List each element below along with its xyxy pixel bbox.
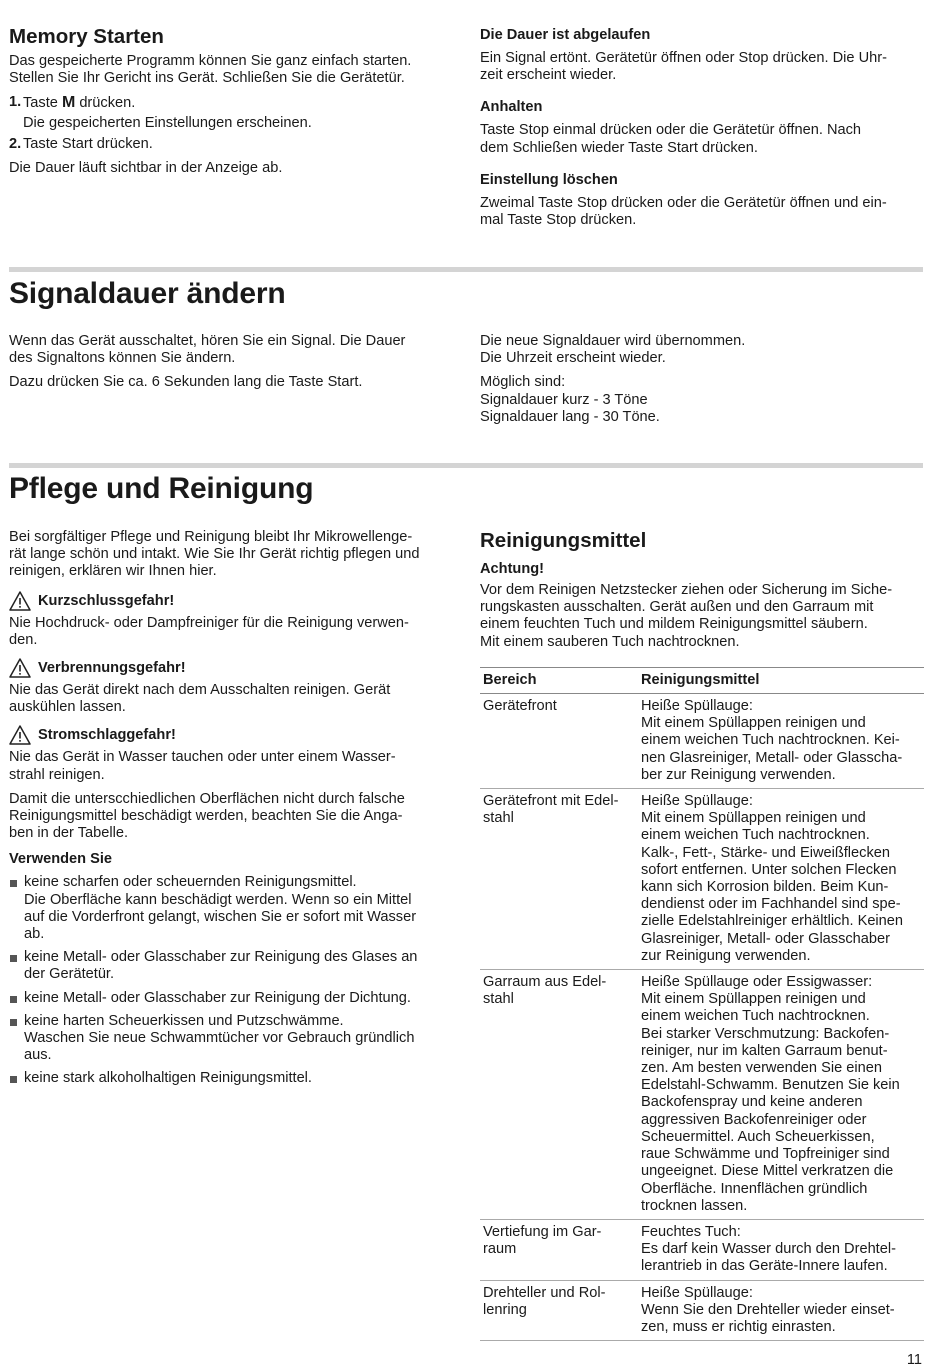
column-header-agent: Reinigungsmittel [638,667,924,693]
warning-text: Nie das Gerät direkt nach dem Ausschalten reinigen. Gerät auskühlen lassen. [9,682,391,716]
agent-cell: Heiße Spüllauge oder Essigwasser: Mit einem Spüllappen reinigen und einem weichen Tuch nachtrocknen. Bei starker Verschmutzung: Backofen- reiniger, nur im kalten Garraum benut- zen. Am besten verwenden Sie einen Edelstahl-Schwamm. Benutzen Sie kein Backofenspray und keine anderen aggressiven Backofenreiniger oder Scheuermittel. Auch Scheuerkissen, raue Schwämme und Topfreiniger sind ungeeignet. Diese Mittel verkratzen die Oberfläche. Innenflächen gründlich trocknen lassen. [638,970,924,1220]
list-item: keine scharfen oder scheuernden Reinigungsmittel. Die Oberfläche kann beschädigt werden. Wenn so ein Mittel auf die Vorderfront gelangt, wischen Sie er sofort mit Wasser ab. [9,874,454,943]
step-number: 2. [9,135,22,152]
duration-ended-heading: Die Dauer ist abgelaufen [480,27,651,43]
use-list [9,874,454,1087]
memory-step-1 [9,94,454,112]
warning-triangle-icon [9,591,31,611]
list-item: keine stark alkoholhaltigen Reinigungsmittel. [9,1070,454,1087]
area-cell: Gerätefront mit Edel- stahl [480,789,638,970]
warning-short-circuit [9,591,454,611]
table-row [480,694,924,789]
list-item: keine Metall- oder Glasschaber zur Reinigung der Dichtung. [9,990,454,1007]
care-left-column [9,529,454,1094]
signal-left-column [9,333,454,392]
memory-title: Memory Starten [9,25,164,48]
warning-electric-shock [9,725,454,745]
warning-text: Nie das Gerät in Wasser tauchen oder unter einem Wasser- strahl reinigen. [9,749,396,783]
warning-text: Nie Hochdruck- oder Dampfreiniger für die Reinigung verwen- den. [9,614,409,648]
signal-right-column [480,333,925,426]
memory-step-1-result: Die gespeicherten Einstellungen erscheinen. [23,114,312,131]
signal-title: Signaldauer ändern [9,277,286,310]
pause-heading: Anhalten [480,99,543,116]
table-row [480,1280,924,1341]
warning-triangle-icon [9,658,31,678]
signal-text-4: Möglich sind: Signaldauer kurz - 3 Töne Signaldauer lang - 30 Töne. [480,374,660,425]
table-row [480,970,924,1220]
memory-intro: Das gespeicherte Programm können Sie ganz einfach starten. Stellen Sie Ihr Gericht ins Gerät. Schließen Sie die Gerätetür. [9,53,412,87]
area-cell: Gerätefront [480,694,638,789]
signal-text-1: Wenn das Gerät ausschaltet, hören Sie ein Signal. Die Dauer des Signaltons können Sie ändern. [9,333,406,367]
duration-ended-text: Ein Signal ertönt. Gerätetür öffnen oder Stop drücken. Die Uhr- zeit erscheint wieder. [480,50,887,84]
table-row [480,1219,924,1280]
page-number: 11 [906,1352,922,1368]
key-m: M [61,94,76,112]
warning-title: Kurzschlussgefahr! [38,592,175,609]
attention-text: Vor dem Reinigen Netzstecker ziehen oder Sicherung im Siche- rungskasten ausschalten. Gerät außen und den Garraum mit einem feuchten Tuch und mildem Reinigungsmittel säubern. Mit einem sauberen Tuch nachtrocknen. [480,582,893,650]
agent-cell: Heiße Spüllauge: Mit einem Spüllappen reinigen und einem weichen Tuch nachtrocknen. Kalk-, Fett-, Stärke- und Eiweißflecken sofort entfernen. Unter solchen Flecken kann sich Korrosion bilden. Beim Kun- dendienst oder im Fachhandel sind spe- zielle Edelstahlreiniger erhältlich. Keinen Glasreiniger, Metall- oder Glasschaber zur Reinigung verwenden. [638,789,924,970]
agents-column [480,529,925,1341]
step-text: Taste Start drücken. [23,135,153,152]
warning-triangle-icon [9,725,31,745]
table-header-row [480,667,924,693]
warning-burn [9,658,454,678]
care-title: Pflege und Reinigung [9,472,314,505]
area-cell: Drehteller und Rol- lenring [480,1280,638,1341]
step-number: 1. [9,94,22,111]
column-header-area: Bereich [480,667,638,693]
memory-step-2 [9,136,454,153]
agent-cell: Heiße Spüllauge: Wenn Sie den Drehteller wieder einset- zen, muss er richtig einrasten. [638,1280,924,1341]
list-item: keine harten Scheuerkissen und Putzschwämme. Waschen Sie neue Schwammtücher vor Gebrauch gründlich aus. [9,1013,454,1065]
memory-right-column [480,27,925,229]
memory-outro: Die Dauer läuft sichtbar in der Anzeige ab. [9,160,283,177]
clear-setting-heading: Einstellung löschen [480,171,618,188]
surfaces-note: Damit die unterscchiedlichen Oberflächen nicht durch falsche Reinigungsmittel beschädigt werden, beachten Sie die Anga- ben in der Tabelle. [9,790,405,842]
step-text: drücken. [75,95,136,112]
section-divider [9,463,923,468]
attention-heading: Achtung! [480,561,545,577]
pause-text: Taste Stop einmal drücken oder die Gerätetür öffnen. Nach dem Schließen wieder Taste Start drücken. [480,122,862,156]
area-cell: Garraum aus Edel- stahl [480,970,638,1220]
memory-section [9,25,454,177]
care-intro: Bei sorgfältiger Pflege und Reinigung bleibt Ihr Mikrowellenge- rät lange schön und intakt. Wie Sie Ihr Gerät richtig pflegen und reinigen, erklären wir Ihnen hier. [9,529,420,580]
table-row [480,789,924,970]
cleaning-table [480,667,924,1341]
warning-title: Stromschlaggefahr! [38,727,176,744]
list-item: keine Metall- oder Glasschaber zur Reinigung des Glases an der Gerätetür. [9,949,454,983]
signal-text-3: Die neue Signaldauer wird übernommen. Die Uhrzeit erscheint wieder. [480,333,746,367]
step-text: Taste [23,95,62,112]
use-heading: Verwenden Sie [9,851,113,868]
area-cell: Vertiefung im Gar- raum [480,1219,638,1280]
agent-cell: Heiße Spüllauge: Mit einem Spüllappen reinigen und einem weichen Tuch nachtrocknen. Kei- nen Glasreiniger, Metall- oder Glasscha- ber zur Reinigung verwenden. [638,694,924,789]
section-divider [9,267,923,272]
agents-title: Reinigungsmittel [480,529,647,552]
warning-title: Verbrennungsgefahr! [38,660,186,677]
clear-setting-text: Zweimal Taste Stop drücken oder die Gerätetür öffnen und ein- mal Taste Stop drücken. [480,194,887,229]
agent-cell: Feuchtes Tuch: Es darf kein Wasser durch den Drehtel- lerantrieb in das Geräte-Innere laufen. [638,1219,924,1280]
signal-text-2: Dazu drücken Sie ca. 6 Sekunden lang die Taste Start. [9,374,363,391]
